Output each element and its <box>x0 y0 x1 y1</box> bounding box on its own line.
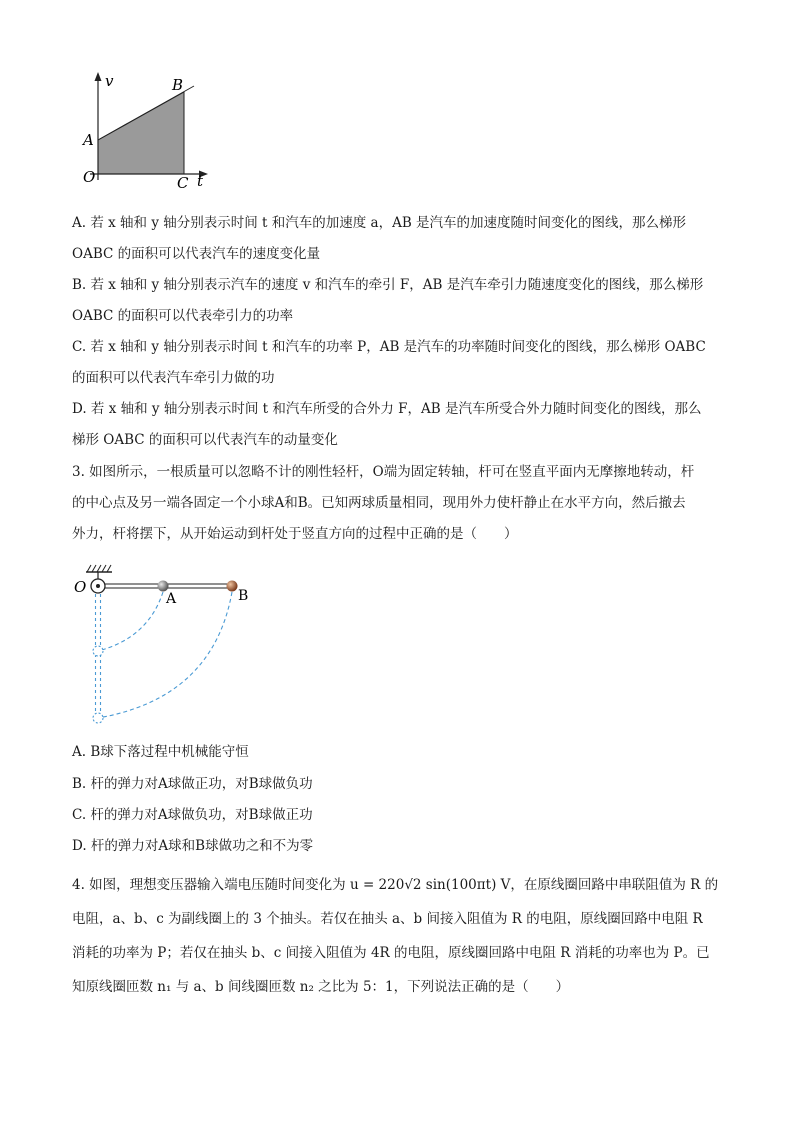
q3-line1: 3. 如图所示，一根质量可以忽略不计的刚性轻杆，O端为固定转轴，杆可在竖直平面内无摩擦地转动，杆 <box>72 464 695 480</box>
q2-option-b-line2: OABC 的面积可以代表牵引力的功率 <box>72 308 294 324</box>
q2-options <box>72 208 722 456</box>
q2-option-d-line1: D. 若 x 轴和 y 轴分别表示时间 t 和汽车所受的合外力 F，AB 是汽车所受合外力随时间变化的图线，那么 <box>72 401 702 417</box>
ceiling-hatch <box>87 565 111 572</box>
pivot-inner <box>96 584 100 588</box>
q2-option-c-line1: C. 若 x 轴和 y 轴分别表示时间 t 和汽车的功率 P，AB 是汽车的功率随时间变化的图线，那么梯形 OABC <box>72 339 706 355</box>
q4-line4: 知原线圈匝数 n₁ 与 a、b 间线圈匝数 n₂ 之比为 5：1，下列说法正确的是（ ） <box>72 979 570 995</box>
trapezoid-graph-figure <box>78 70 218 195</box>
q2-option-a-line1: A. 若 x 轴和 y 轴分别表示时间 t 和汽车的加速度 a，AB 是汽车的加速度随时间变化的图线，那么梯形 <box>72 215 687 231</box>
q3-option-c: C. 杆的弹力对A球做负功，对B球做正功 <box>72 807 313 823</box>
q2-option-b-line1: B. 若 x 轴和 y 轴分别表示汽车的速度 v 和汽车的牵引 F，AB 是汽车牵引力随速度变化的图线，那么梯形 <box>72 277 704 293</box>
rod-pendulum-figure <box>68 558 278 728</box>
q4-line1: 4. 如图，理想变压器输入端电压随时间变化为 u = 220√2 sin(100πt) V，在原线圈回路中串联阻值为 R 的 <box>72 877 719 893</box>
q2-option-d-line2: 梯形 OABC 的面积可以代表汽车的动量变化 <box>72 432 338 448</box>
q3-line2: 的中心点及另一端各固定一个小球A和B。已知两球质量相同，现用外力使杆静止在水平方向，然后撤去 <box>72 495 686 511</box>
label-o: O <box>83 168 96 186</box>
q3-line3: 外力，杆将摆下，从开始运动到杆处于竖直方向的过程中正确的是（ ） <box>72 526 518 542</box>
ball-b-final-dashed <box>93 713 103 723</box>
arc-b-dashed <box>98 592 232 718</box>
q2-option-a-line2: OABC 的面积可以代表汽车的速度变化量 <box>72 246 321 262</box>
label-v: v <box>105 72 114 90</box>
label-b: B <box>238 588 249 604</box>
arc-a-dashed <box>98 592 163 651</box>
ball-a <box>158 581 169 592</box>
q4-line2: 电阻，a、b、c 为副线圈上的 3 个抽头。若仅在抽头 a、b 间接入阻值为 R 的电阻，原线圈回路中电阻 R <box>72 911 703 927</box>
label-o: O <box>74 578 87 596</box>
label-a: A <box>166 591 177 607</box>
y-axis-arrow-icon <box>95 72 102 81</box>
label-t: t <box>197 172 204 190</box>
ball-a-final-dashed <box>93 646 103 656</box>
label-b: B <box>172 76 184 94</box>
q4-line3: 消耗的功率为 P；若仅在抽头 b、c 间接入阻值为 4R 的电阻，原线圈回路中电阻 R 消耗的功率也为 P。已 <box>72 945 710 961</box>
q2-option-c-line2: 的面积可以代表汽车牵引力做的功 <box>72 370 275 386</box>
q3-option-d: D. 杆的弹力对A球和B球做功之和不为零 <box>72 838 314 854</box>
label-c: C <box>177 174 189 192</box>
q3-stem <box>72 457 722 550</box>
q3-option-b: B. 杆的弹力对A球做正功，对B球做负功 <box>72 776 313 792</box>
ball-b <box>227 581 238 592</box>
q4-stem <box>72 868 722 1004</box>
label-a: A <box>83 131 94 149</box>
q3-option-a: A. B球下落过程中机械能守恒 <box>72 744 249 760</box>
